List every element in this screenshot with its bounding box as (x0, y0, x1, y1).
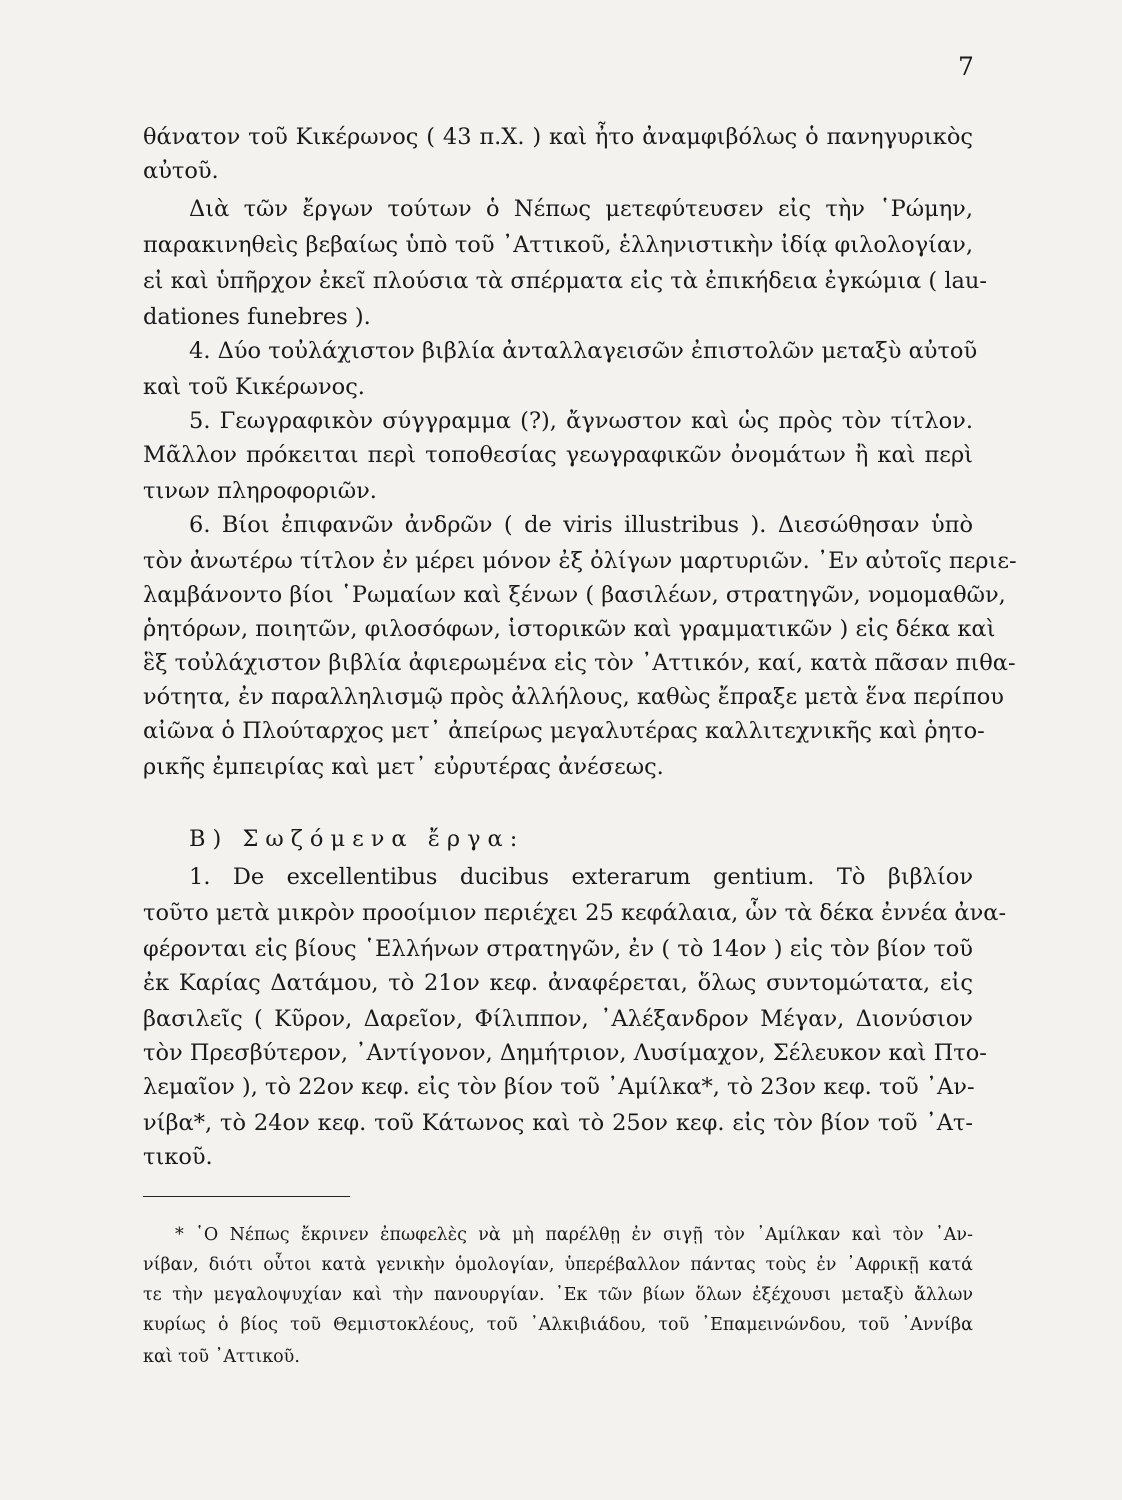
text-line: αὐτοῦ. (143, 158, 219, 184)
text-line: Μᾶλλον πρόκειται περὶ τοποθεσίας γεωγραφικῶν ὀνομάτων ἢ καὶ περὶ (143, 442, 973, 468)
text-line: 4. Δύο τοὐλάχιστον βιβλία ἀνταλλαγεισῶν ἐπιστολῶν μεταξὺ αὐτοῦ (189, 338, 978, 364)
text-line: εἰ καὶ ὑπῆρχον ἐκεῖ πλούσια τὰ σπέρματα εἰς τὰ ἐπικήδεια ἐγκώμια ( lau- (143, 268, 988, 294)
text-line: βασιλεῖς ( Κῦρον, Δαρεῖον, Φίλιππον, ᾿Αλέξανδρον Μέγαν, Διονύσιον (143, 1006, 973, 1032)
text-line: dationes funebres ). (143, 304, 371, 330)
footnote-line: καὶ τοῦ ᾿Αττικοῦ. (143, 1347, 300, 1367)
text-line: Διὰ τῶν ἔργων τούτων ὁ Νέπως μετεφύτευσεν εἰς τὴν ῾Ρώμην, (189, 196, 973, 222)
text-line: νότητα, ἐν παραλληλισμῷ πρὸς ἀλλήλους, καθὼς ἔπραξε μετὰ ἕνα περίπου (143, 684, 1004, 710)
page-number: 7 (958, 52, 974, 81)
footnote-rule (143, 1196, 350, 1197)
text-line: ῥητόρων, ποιητῶν, φιλοσόφων, ἱστορικῶν καὶ γραμματικῶν ) εἰς δέκα καὶ (143, 616, 996, 642)
text-line: αἰῶνα ὁ Πλούταρχος μετ᾿ ἀπείρως μεγαλυτέρας καλλιτεχνικῆς καὶ ῥητο- (143, 718, 985, 744)
text-line: 1. De excellentibus ducibus exterarum gentium. Τὸ βιβλίον (189, 864, 973, 890)
text-line: ρικῆς ἐμπειρίας καὶ μετ᾿ εὐρυτέρας ἀνέσεως. (143, 754, 664, 780)
section-heading: Β) Σωζόμενα ἔργα: (189, 826, 525, 852)
text-line: φέρονται εἰς βίους ῾Ελλήνων στρατηγῶν, ἐν ( τὸ 14ον ) εἰς τὸν βίον τοῦ (143, 936, 973, 962)
footnote-line: κυρίως ὁ βίος τοῦ Θεμιστοκλέους, τοῦ ᾿Αλκιβιάδου, τοῦ ᾿Επαμεινώνδου, τοῦ ᾿Αννίβα (143, 1315, 973, 1335)
footnote-line: * ῾Ο Νέπως ἔκρινεν ἐπωφελὲς νὰ μὴ παρέλθῃ ἐν σιγῇ τὸν ᾿Αμίλκαν καὶ τὸν ᾿Αν- (175, 1225, 973, 1245)
text-line: λεμαῖον ), τὸ 22ον κεφ. εἰς τὸν βίον τοῦ ᾿Αμίλκα*, τὸ 23ον κεφ. τοῦ ᾿Αν- (143, 1074, 975, 1100)
text-line: τινων πληροφοριῶν. (143, 478, 377, 504)
text-line: τοῦτο μετὰ μικρὸν προοίμιον περιέχει 25 κεφάλαια, ὧν τὰ δέκα ἐννέα ἀνα- (143, 900, 1007, 926)
text-line: λαμβάνοντο βίοι ῾Ρωμαίων καὶ ξένων ( βασιλέων, στρατηγῶν, νομομαθῶν, (143, 582, 1006, 608)
text-line: τὸν Πρεσβύτερον, ᾿Αντίγονον, Δημήτριον, Λυσίμαχον, Σέλευκον καὶ Πτο- (143, 1040, 987, 1066)
text-line: 5. Γεωγραφικὸν σύγγραμμα (?), ἄγνωστον καὶ ὡς πρὸς τὸν τίτλον. (189, 408, 973, 434)
footnote-line: τε τὴν μεγαλοψυχίαν καὶ τὴν πανουργίαν. ᾿Εκ τῶν βίων ὅλων ἐξέχουσι μεταξὺ ἄλλων (143, 1285, 973, 1305)
text-line: καὶ τοῦ Κικέρωνος. (143, 374, 365, 400)
footnote-line: νίβαν, διότι οὗτοι κατὰ γενικὴν ὁμολογίαν, ὑπερέβαλλον πάντας τοὺς ἐν ᾿Αφρικῇ κατά (143, 1255, 973, 1275)
text-line: 6. Βίοι ἐπιφανῶν ἀνδρῶν ( de viris illustribus ). Διεσώθησαν ὑπὸ (189, 512, 973, 538)
text-line: ἐκ Καρίας Δατάμου, τὸ 21ον κεφ. ἀναφέρεται, ὅλως συντομώτατα, εἰς (143, 970, 973, 996)
text-line: θάνατον τοῦ Κικέρωνος ( 43 π.Χ. ) καὶ ἦτο ἀναμφιβόλως ὁ πανηγυρικὸς (143, 124, 973, 150)
text-line: τικοῦ. (143, 1144, 213, 1170)
text-line: νίβα*, τὸ 24ον κεφ. τοῦ Κάτωνος καὶ τὸ 25ον κεφ. εἰς τὸν βίον τοῦ ᾿Ατ- (143, 1110, 973, 1136)
text-line: τὸν ἀνωτέρω τίτλον ἐν μέρει μόνον ἐξ ὀλίγων μαρτυριῶν. ᾿Εν αὐτοῖς περιε- (143, 548, 1017, 574)
text-line: παρακινηθεὶς βεβαίως ὑπὸ τοῦ ᾿Αττικοῦ, ἑλληνιστικὴν ἰδίᾳ φιλολογίαν, (143, 232, 973, 258)
text-line: ἓξ τοὐλάχιστον βιβλία ἀφιερωμένα εἰς τὸν ᾿Αττικόν, καί, κατὰ πᾶσαν πιθα- (143, 650, 1016, 676)
